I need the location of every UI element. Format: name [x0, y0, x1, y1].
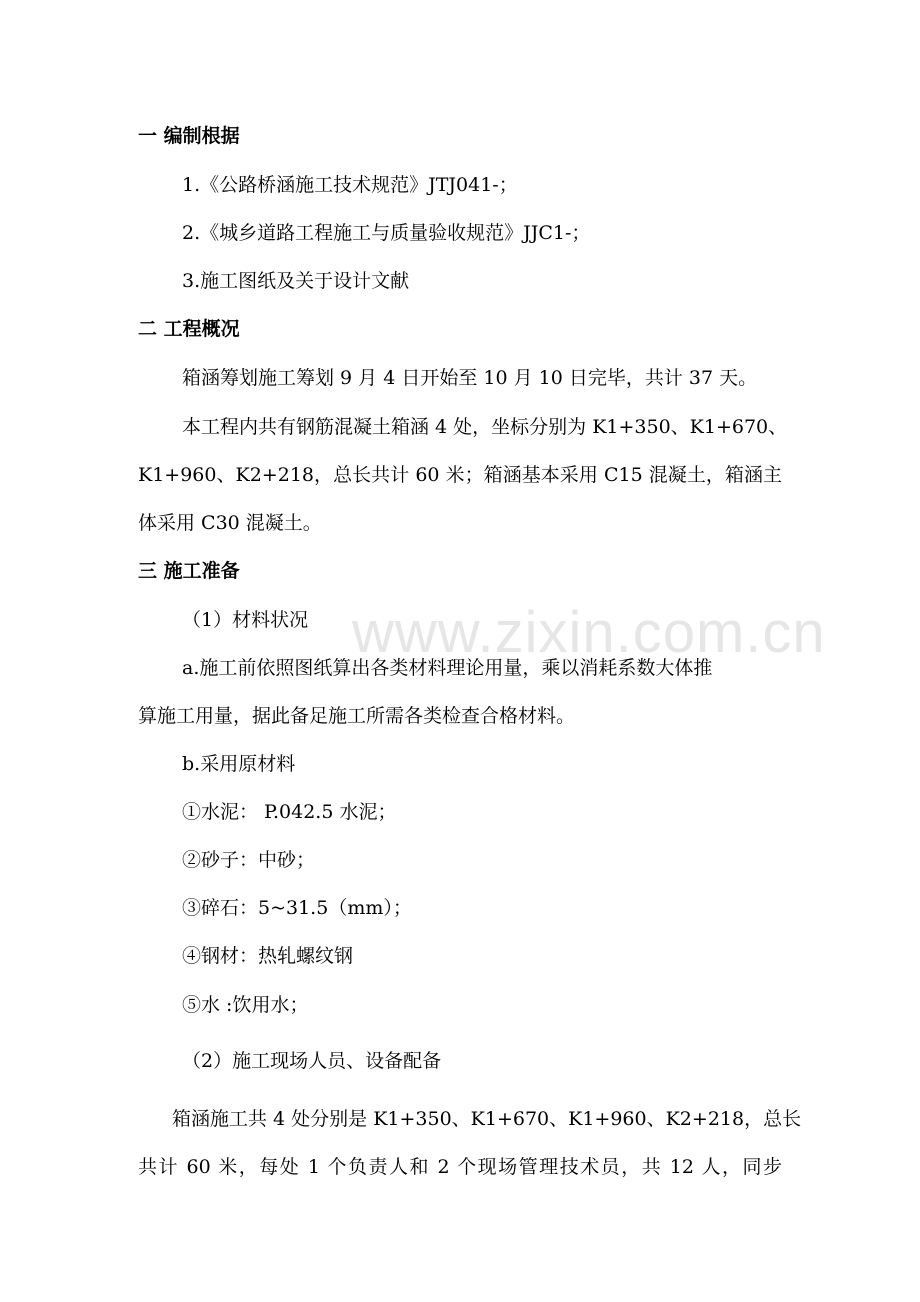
section-heading-preparation: 三 施工准备	[138, 560, 240, 582]
staff-line-2: 共计 60 米，每处 1 个负责人和 2 个现场管理技术员，共 12 人，同步	[138, 1156, 782, 1178]
materials-b: b.采用原材料	[182, 753, 296, 775]
section-heading-basis: 一 编制根据	[138, 125, 240, 147]
overview-para-line-3: 体采用 C30 混凝土。	[138, 512, 322, 534]
basis-item-1: 1.《公路桥涵施工技术规范》JTJ041-；	[182, 174, 518, 196]
section-heading-overview: 二 工程概况	[138, 318, 240, 340]
staff-subheading: （2）施工现场人员、设备配备	[182, 1050, 442, 1072]
material-gravel: ③碎石：5~31.5（mm）；	[182, 897, 412, 919]
overview-schedule: 箱涵筹划施工筹划 9 月 4 日开始至 10 月 10 日完毕，共计 37 天。	[182, 367, 758, 389]
material-sand: ②砂子：中砂；	[182, 849, 316, 871]
materials-a-line-2: 算施工用量，据此备足施工所需各类检查合格材料。	[138, 705, 576, 727]
overview-para-line-2: K1+960、K2+218，总长共计 60 米；箱涵基本采用 C15 混凝土，箱涵主	[138, 464, 782, 486]
watermark: www.zixin.com.cn	[352, 600, 826, 665]
material-steel: ④钢材：热轧螺纹钢	[182, 945, 354, 967]
basis-item-2: 2.《城乡道路工程施工与质量验收规范》JJC1-；	[182, 222, 591, 244]
material-water: ⑤水 :饮用水；	[182, 994, 309, 1016]
materials-subheading: （1）材料状况	[182, 609, 309, 631]
material-cement: ①水泥： P.042.5 水泥；	[182, 801, 397, 823]
materials-a-line-1: a.施工前依照图纸算出各类材料理论用量，乘以消耗系数大体推	[182, 657, 713, 679]
overview-para-line-1: 本工程内共有钢筋混凝土箱涵 4 处，坐标分别为 K1+350、K1+670、	[182, 416, 788, 438]
staff-line-1: 箱涵施工共 4 处分别是 K1+350、K1+670、K1+960、K2+218，总长	[172, 1108, 802, 1130]
basis-item-3: 3.施工图纸及关于设计文献	[182, 270, 410, 292]
